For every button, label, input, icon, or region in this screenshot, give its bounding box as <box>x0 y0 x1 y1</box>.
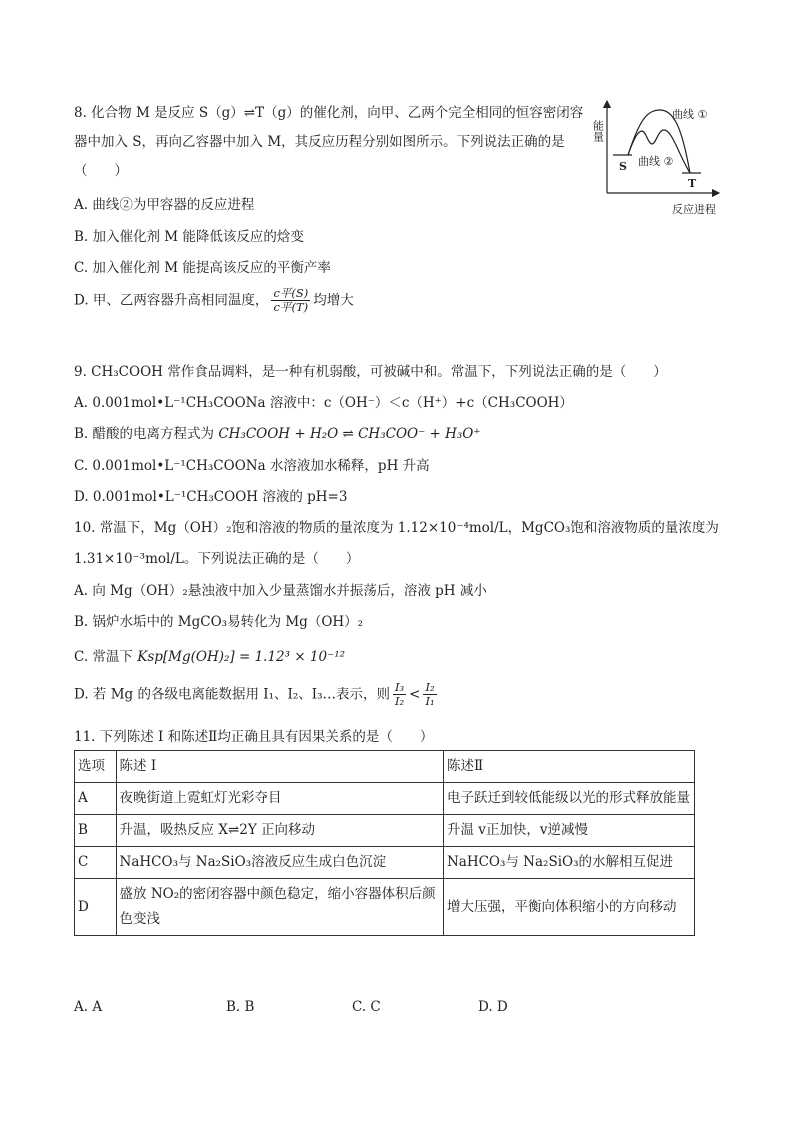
q10-fraction-2-num: I₂ <box>425 680 435 694</box>
table-row <box>75 879 695 936</box>
header-statement-2: 陈述Ⅱ <box>443 751 694 783</box>
q8-fraction-num: c平(S) <box>273 286 309 300</box>
q10-option-d <box>74 681 440 708</box>
q11-table <box>74 750 695 936</box>
q8-stem: 8. 化合物 M 是反应 S（g）⇌T（g）的催化剂，向甲、乙两个完全相同的恒容密闭容器中加入 S，再向乙容器中加入 M，其反应历程分别如图所示。下列说法正确的是（ ） <box>74 105 584 179</box>
q10-stem-line2: 1.31×10⁻³mol/L。下列说法正确的是（ ） <box>74 551 360 567</box>
q10-option-c-text: C. 常温下 <box>74 649 133 665</box>
t-label: T <box>688 177 697 190</box>
curve-1-label: 曲线 ① <box>672 108 708 121</box>
q8-option-d-tail: 均增大 <box>313 292 354 309</box>
q8-option-d-text: D. 甲、乙两容器升高相同温度， <box>74 292 269 309</box>
q11-option-d: D. D <box>478 999 508 1015</box>
header-statement-1: 陈述 I <box>116 751 443 783</box>
q10-fraction-1-den: I₂ <box>395 694 405 708</box>
q9-stem: 9. CH₃COOH 常作食品调料，是一种有机弱酸，可被碱中和。常温下，下列说法正确的是（ ） <box>74 364 667 380</box>
q10-fraction-1-num: I₃ <box>395 680 405 694</box>
row-d-statement-2: 增大压强，平衡向体积缩小的方向移动 <box>443 879 694 936</box>
q9-option-b <box>74 425 480 443</box>
q11-option-b: B. B <box>226 999 255 1015</box>
energy-diagram <box>588 98 728 220</box>
q10-less-than: < <box>409 686 421 703</box>
table-header-row <box>75 751 695 783</box>
q10-option-c <box>74 648 345 666</box>
q9-option-b-text: B. 醋酸的电离方程式为 <box>74 426 215 442</box>
q8-option-d <box>74 287 354 314</box>
row-d-option: D <box>75 879 117 936</box>
row-c-statement-1: NaHCO₃与 Na₂SiO₃溶液反应生成白色沉淀 <box>116 847 443 879</box>
q11-option-c: C. C <box>352 999 381 1015</box>
row-b-option: B <box>75 815 117 847</box>
s-label: S <box>619 160 627 173</box>
q8-option-a: A. 曲线②为甲容器的反应进程 <box>74 197 255 213</box>
q10-option-b: B. 锅炉水垢中的 MgCO₃易转化为 Mg（OH）₂ <box>74 614 364 630</box>
y-axis-label: 能量 <box>591 120 605 142</box>
row-b-statement-2: 升温 v正加快，v逆减慢 <box>443 815 694 847</box>
q11-option-a: A. A <box>74 999 103 1015</box>
x-axis-label: 反应进程 <box>672 203 716 216</box>
table-row <box>75 815 695 847</box>
q8-option-c: C. 加入催化剂 M 能提高该反应的平衡产率 <box>74 260 331 276</box>
row-c-statement-2: NaHCO₃与 Na₂SiO₃的水解相互促进 <box>443 847 694 879</box>
table-row <box>75 847 695 879</box>
q9-option-a: A. 0.001mol•L⁻¹CH₃COONa 溶液中：c（OH⁻）＜c（H⁺）+c（CH₃COOH） <box>74 395 573 411</box>
header-option: 选项 <box>75 751 117 783</box>
q10-stem-line1: 10. 常温下，Mg（OH）₂饱和溶液的物质的量浓度为 1.12×10⁻⁴mol/L，MgCO₃饱和溶液物质的量浓度为 <box>74 520 719 536</box>
q10-fraction-2-den: I₁ <box>425 694 435 708</box>
q10-fraction-2 <box>423 681 436 708</box>
row-a-option: A <box>75 783 117 815</box>
q10-ksp-equation: Ksp[Mg(OH)₂] = 1.12³ × 10⁻¹² <box>137 649 346 665</box>
row-a-statement-1: 夜晚街道上霓虹灯光彩夺目 <box>116 783 443 815</box>
q8-fraction <box>271 287 310 314</box>
curve-2-label: 曲线 ② <box>638 155 674 168</box>
row-b-statement-1: 升温，吸热反应 X⇌2Y 正向移动 <box>116 815 443 847</box>
q8-fraction-den: c平(T) <box>273 300 309 314</box>
row-d-statement-1: 盛放 NO₂的密闭容器中颜色稳定，缩小容器体积后颜色变浅 <box>116 879 443 936</box>
q10-option-d-text: D. 若 Mg 的各级电离能数据用 I₁、I₂、I₃…表示，则 <box>74 686 390 703</box>
q10-fraction-1 <box>393 681 406 708</box>
q9-equation: CH₃COOH + H₂O ⇌ CH₃COO⁻ + H₃O⁺ <box>218 426 481 442</box>
q11-stem: 11. 下列陈述 I 和陈述Ⅱ均正确且具有因果关系的是（ ） <box>74 729 434 745</box>
row-c-option: C <box>75 847 117 879</box>
q10-option-a: A. 向 Mg（OH）₂悬浊液中加入少量蒸馏水并振荡后，溶液 pH 减小 <box>74 583 487 599</box>
row-a-statement-2: 电子跃迁到较低能级以光的形式释放能量 <box>443 783 694 815</box>
q9-option-d: D. 0.001mol•L⁻¹CH₃COOH 溶液的 pH=3 <box>74 489 348 505</box>
q8-option-b: B. 加入催化剂 M 能降低该反应的焓变 <box>74 229 304 245</box>
table-row <box>75 783 695 815</box>
q9-option-c: C. 0.001mol•L⁻¹CH₃COONa 水溶液加水稀释，pH 升高 <box>74 458 430 474</box>
